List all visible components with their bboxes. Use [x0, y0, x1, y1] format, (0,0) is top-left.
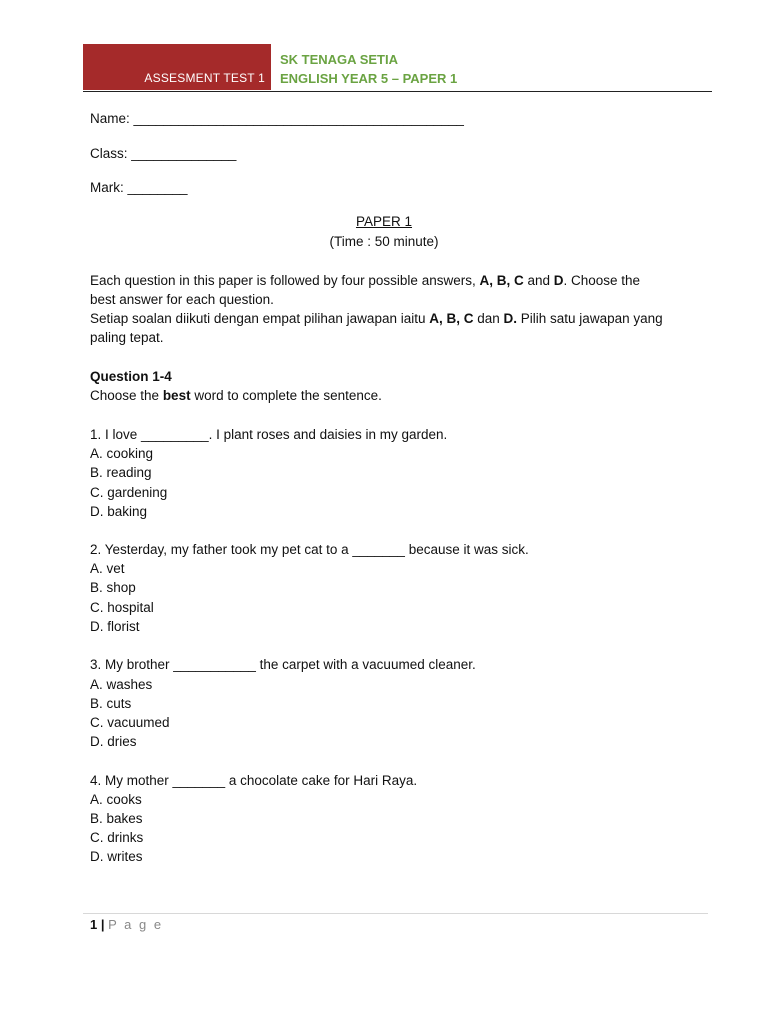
test-label: ASSESMENT TEST 1 — [144, 71, 265, 85]
section-prompt: Choose the best word to complete the sentence. — [90, 388, 382, 403]
question-3-stem: 3. My brother ___________ the carpet with a vacuumed cleaner. — [90, 657, 476, 672]
paper-title: PAPER 1 — [355, 214, 413, 229]
question-1-option-c: C. gardening — [90, 485, 168, 500]
question-3-option-d: D. dries — [90, 734, 137, 749]
question-3-option-b: B. cuts — [90, 696, 132, 711]
question-1-option-b: B. reading — [90, 465, 152, 480]
page-number: 1 — [90, 917, 98, 932]
question-4-option-d: D. writes — [90, 849, 143, 864]
school-name: SK TENAGA SETIA — [280, 52, 398, 67]
question-4-option-c: C. drinks — [90, 830, 144, 845]
paper-time: (Time : 50 minute) — [329, 234, 439, 249]
question-4-option-a: A. cooks — [90, 792, 142, 807]
question-1-option-d: D. baking — [90, 504, 148, 519]
header-divider — [83, 91, 712, 92]
question-1-stem: 1. I love _________. I plant roses and daisies in my garden. — [90, 427, 448, 442]
question-1-option-a: A. cooking — [90, 446, 154, 461]
question-3-option-a: A. washes — [90, 677, 153, 692]
section-heading: Question 1-4 — [90, 369, 172, 384]
instruction-en-line1: Each question in this paper is followed by four possible answers, A, B, C and D. Choose the — [90, 273, 641, 288]
paper-heading: ENGLISH YEAR 5 – PAPER 1 — [280, 71, 458, 86]
instruction-ms-line1: Setiap soalan diikuti dengan empat pilihan jawapan iaitu A, B, C dan D. Pilih satu jawapan yang — [90, 311, 663, 326]
instruction-en-line2: best answer for each question. — [90, 292, 274, 307]
header-test-label-box — [83, 44, 271, 90]
question-2-option-b: B. shop — [90, 580, 136, 595]
question-3-option-c: C. vacuumed — [90, 715, 170, 730]
question-2-option-d: D. florist — [90, 619, 140, 634]
page-word: P a g e — [108, 917, 164, 932]
name-field: Name: ____________________________________________ — [90, 111, 464, 126]
class-field: Class: ______________ — [90, 146, 237, 161]
instruction-ms-line2: paling tepat. — [90, 330, 164, 345]
page-footer: 1 | P a g e — [90, 917, 164, 932]
question-4-option-b: B. bakes — [90, 811, 143, 826]
question-2-option-c: C. hospital — [90, 600, 154, 615]
question-2-stem: 2. Yesterday, my father took my pet cat to a _______ because it was sick. — [90, 542, 529, 557]
header-school-block — [280, 50, 457, 88]
question-2-option-a: A. vet — [90, 561, 125, 576]
mark-field: Mark: ________ — [90, 180, 188, 195]
question-4-stem: 4. My mother _______ a chocolate cake for Hari Raya. — [90, 773, 418, 788]
footer-divider — [83, 913, 708, 914]
